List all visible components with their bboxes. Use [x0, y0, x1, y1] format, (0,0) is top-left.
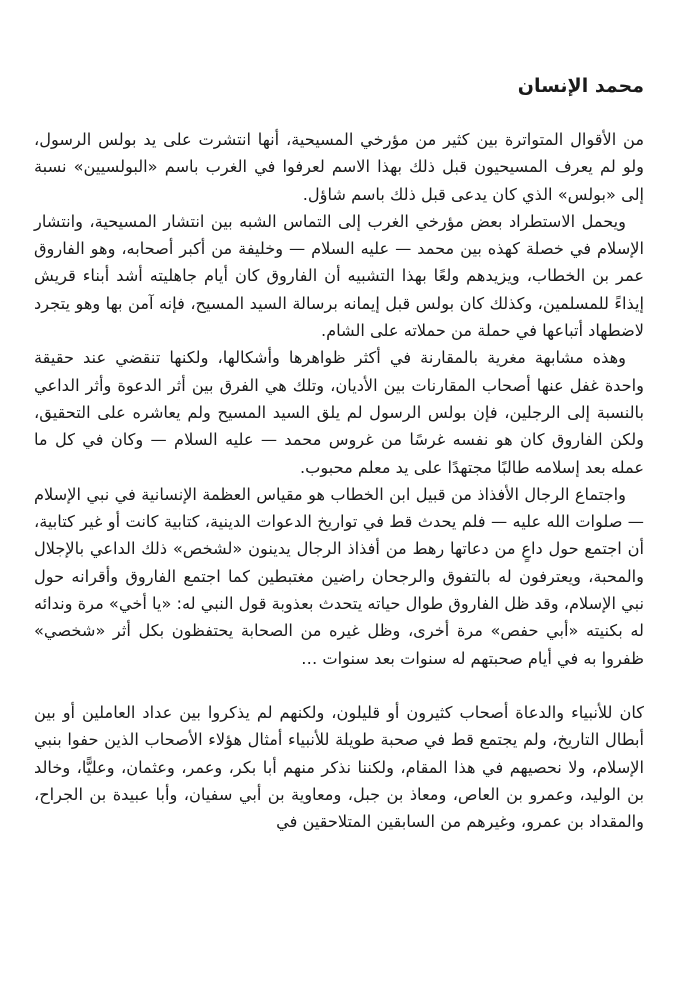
paragraph-5: كان للأنبياء والدعاة أصحاب كثيرون أو قليلون، ولكنهم لم يذكروا بين عداد العاملين أو بين أبطال التاريخ، ولم يجتمع قط في صحبة طويلة للأنبياء أمثال هؤلاء الأصحاب الذين حفوا بنبي الإسلام، ولا نحصيهم في هذا المقام، ولكننا نذكر منهم أبا بكر، وعمر، وعثمان، وعليًّا، وخالد بن الوليد، وعمرو بن العاص، ومعاذ بن جبل، ومعاوية بن أبي سفيان، وأبا عبيدة بن الجراح، والمقداد بن عمرو، وغيرهم من السابقين المتلاحقين في [34, 702, 644, 832]
paragraph-2: ويحمل الاستطراد بعض مؤرخي الغرب إلى التماس الشبه بين انتشار المسيحية، وانتشار الإسلام في خصلة كهذه بين محمد — عليه السلام — وخليفة من أكبر أصحابه، وهو الفاروق عمر بن الخطاب، ويزيدهم ولعًا بهذا التشبيه أن الفاروق كان أيام جاهليته أشد أبناء قريش إيذاءً للمسلمين، وكذلك كان بولس قبل إيمانه برسالة السيد المسيح، فإنه آمن بها وهو يتجرد لاضطهاد أتباعها في حملة من حملاته على الشام. [34, 211, 644, 341]
paragraph-3: وهذه مشابهة مغرية بالمقارنة في أكثر ظواهرها وأشكالها، ولكنها تنقضي عند حقيقة واحدة غفل عنها أصحاب المقارنات بين الأديان، وتلك هي الفرق بين أثر الدعوة وأثر الداعي بالنسبة إلى الرجلين، فإن بولس الرسول لم يلق السيد المسيح ولم يعاشره على التحقيق، ولكن الفاروق كان هو نفسه غرسًا من غروس محمد — عليه السلام — وكان في كل ما عمله بعد إسلامه طالبًا مجتهدًا على يد معلم محبوب. [34, 348, 644, 477]
paragraph-1: من الأقوال المتواترة بين كثير من مؤرخي المسيحية، أنها انتشرت على يد بولس الرسول، ولو لم يعرف المسيحيون قبل ذلك بهذا الاسم لعرفوا في الغرب باسم «البولسيين» نسبة إلى «بولس» الذي كان يدعى قبل ذلك باسم شاؤل. [34, 130, 644, 204]
page-title: محمد الإنسان [517, 75, 644, 97]
section-gap [34, 672, 644, 699]
paragraph-4: واجتماع الرجال الأفذاذ من قبيل ابن الخطاب هو مقياس العظمة الإنسانية في نبي الإسلام — صلوات الله عليه — فلم يحدث قط في تواريخ الدعوات الدينية، كتابية كانت أو غير كتابية، أن اجتمع حول داعٍ من دعاتها رهط من أفذاذ الرجال يدينون «لشخص» ذلك الداعي بالإجلال والمحبة، ويعترفون له بالتفوق والرجحان راضين مغتبطين كما اجتمع الفاروق وأقرانه حول نبي الإسلام، وقد ظل الفاروق طوال حياته يتحدث بعذوبة قول النبي له: «يا أخي» مرة وندائه له بكنيته «أبي حفص» مرة أخرى، وظل غيره من الصحابة يحتفظون بكل أثر «شخصي» ظفروا به في أيام صحبتهم له سنوات بعد سنوات … [34, 484, 644, 668]
